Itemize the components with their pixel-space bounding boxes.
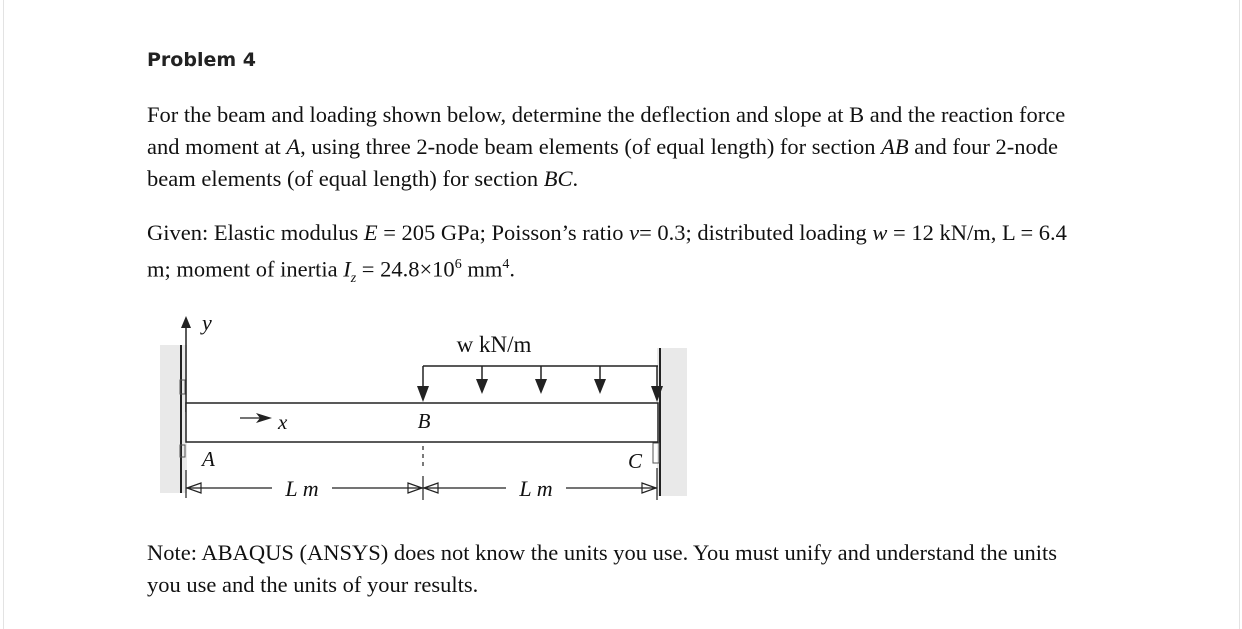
statement-text: For the beam and loading shown below, determine the deflection and slope at B and the reaction force xyxy=(147,102,1066,127)
given-text: = 12 kN/m, L = 6.4 xyxy=(887,220,1067,245)
problem-heading: Problem 4 xyxy=(147,49,256,71)
load-label: w kN/m xyxy=(456,332,532,357)
y-axis-arrowhead xyxy=(181,316,191,328)
point-a-label: A xyxy=(202,447,215,471)
statement-line-1 xyxy=(147,99,1167,131)
note-line-2: you use and the units of your results. xyxy=(147,572,479,597)
inertia-symbol: I xyxy=(343,256,351,282)
point-a-ref: A xyxy=(286,134,301,159)
given-line-1 xyxy=(147,217,1167,249)
statement-text: , using three 2-node beam elements (of equal length) for section xyxy=(300,134,882,159)
wall-a-hatch xyxy=(160,345,187,493)
statement-text: . xyxy=(572,166,579,191)
modulus-symbol: E xyxy=(363,220,378,245)
dimension-label-bc: L m xyxy=(519,476,553,501)
section-ab-ref: AB xyxy=(881,134,909,159)
given-text: Given: Elastic modulus xyxy=(147,220,364,245)
dimension-label-ab: L m xyxy=(285,476,319,501)
load-arrow xyxy=(476,379,488,394)
unit-exponent: 4 xyxy=(502,257,510,272)
given-text: mm xyxy=(461,256,503,282)
statement-text: and four 2-node xyxy=(908,134,1058,159)
units-note xyxy=(147,537,1167,601)
statement-line-2 xyxy=(147,131,1167,163)
given-values xyxy=(147,217,1167,295)
point-b-label: B xyxy=(417,409,431,433)
problem-statement xyxy=(147,99,1167,195)
section-bc-ref: BC xyxy=(543,166,573,191)
load-arrow xyxy=(417,386,429,402)
point-c-label: C xyxy=(628,449,643,473)
load-symbol: w xyxy=(872,220,888,245)
load-arrow xyxy=(535,379,547,394)
given-text: = 24.8×10 xyxy=(356,256,455,282)
given-text: . xyxy=(509,256,515,282)
poisson-symbol: ν xyxy=(629,220,640,245)
beam-diagram xyxy=(150,300,695,515)
given-line-2 xyxy=(147,249,1167,295)
load-arrows xyxy=(417,366,663,402)
page-right-edge xyxy=(1239,0,1240,629)
statement-text: and moment at xyxy=(147,134,287,159)
statement-text: beam elements (of equal length) for section xyxy=(147,166,544,191)
given-text: = 0.3; distributed loading xyxy=(639,220,873,245)
inertia-subscript: z xyxy=(350,271,357,286)
exponent: 6 xyxy=(454,257,462,272)
load-arrow xyxy=(594,379,606,394)
page-left-edge xyxy=(3,0,4,629)
wall-c-hatch xyxy=(657,348,687,496)
note-line-1: Note: ABAQUS (ANSYS) does not know the units you use. You must unify and understand the units xyxy=(147,540,1057,565)
given-text: m; moment of inertia xyxy=(147,256,344,282)
x-axis-label: x xyxy=(278,410,288,434)
statement-line-3 xyxy=(147,163,1167,195)
dimension-line xyxy=(186,468,657,500)
y-axis-label: y xyxy=(202,310,212,335)
given-text: = 205 GPa; Poisson’s ratio xyxy=(377,220,630,245)
